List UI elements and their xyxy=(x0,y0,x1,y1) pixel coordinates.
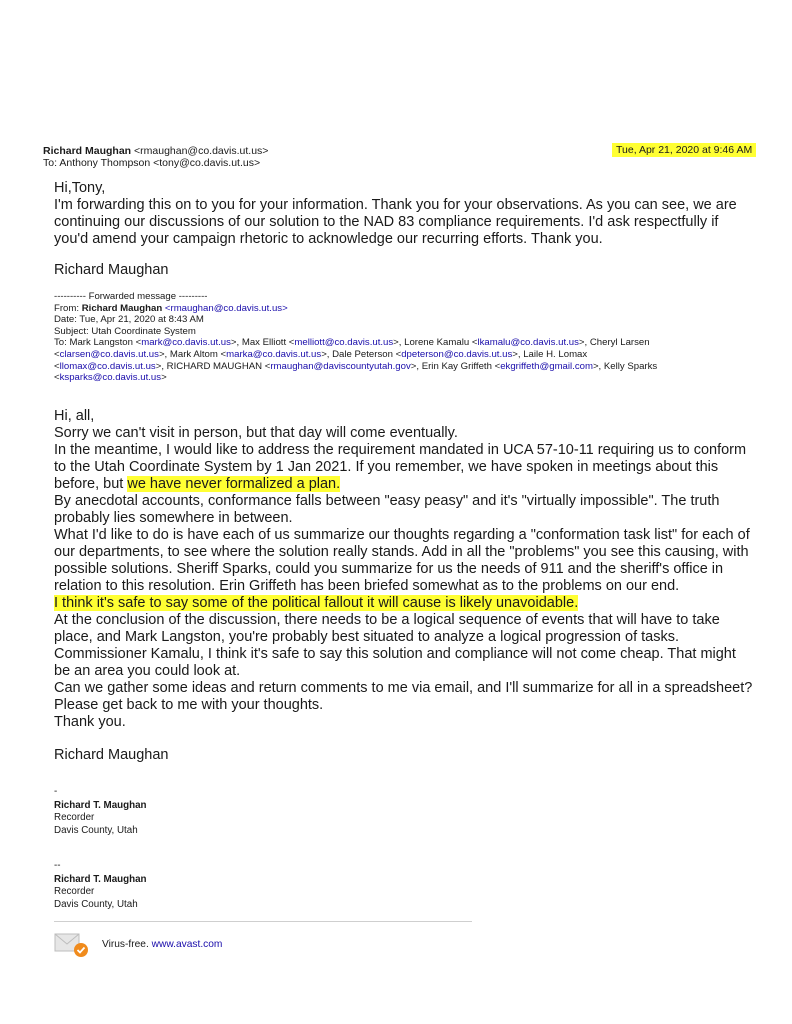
message-line: By anecdotal accounts, conformance falls between "easy peasy" and it's "virtually impossible". The truth xyxy=(54,493,720,509)
message-line: be an area you could look at. xyxy=(54,663,241,679)
signature-dash: - xyxy=(54,786,58,797)
footer-divider xyxy=(54,921,472,922)
message-line: Sorry we can't visit in person, but that day will come eventually. xyxy=(54,425,458,441)
message-line: In the meantime, I would like to address the requirement mandated in UCA 57-10-11 requiring us to conform xyxy=(54,442,747,458)
message-line: Thank you. xyxy=(54,714,126,730)
reply-line: continuing our discussions of our solution to the NAD 83 compliance requirements. I'd ask respectfully if xyxy=(54,214,719,230)
forwarded-marker: ---------- Forwarded message --------- xyxy=(54,291,208,302)
forwarded-date: Date: Tue, Apr 21, 2020 at 8:43 AM xyxy=(54,314,204,326)
virus-free-note: Virus-free. www.avast.com xyxy=(102,939,223,950)
signature-title: Recorder xyxy=(54,812,95,823)
message-line: At the conclusion of the discussion, there needs to be a logical sequence of events that will have to take xyxy=(54,612,720,628)
reply-signoff: Richard Maughan xyxy=(54,262,169,278)
message-line: our departments, to see where the solution really stands. Add in all the "problems" you see this causing, with xyxy=(54,544,749,560)
email-link[interactable]: rmaughan@daviscountyutah.gov xyxy=(270,360,411,372)
message-line: Commissioner Kamalu, I think it's safe to say this solution and compliance will not come cheap. That might xyxy=(54,646,736,662)
email-date: Tue, Apr 21, 2020 at 9:46 AM xyxy=(612,143,756,157)
email-link[interactable]: lkamalu@co.davis.ut.us xyxy=(477,337,579,349)
message-line: possible solutions. Sheriff Sparks, could you summarize for us the needs of 911 and the sheriff's office in xyxy=(54,561,724,577)
message-line: relation to this resolution. Erin Griffeth has been briefed somewhat as to the problems on our end. xyxy=(54,578,680,594)
email-to-line: To: Anthony Thompson <tony@co.davis.ut.us> xyxy=(43,157,261,169)
signature-org: Davis County, Utah xyxy=(54,899,138,910)
message-line: probably lies somewhere in between. xyxy=(54,510,293,526)
forwarded-to: To: Mark Langston <mark@co.davis.ut.us>, Max Elliott <melliott@co.davis.ut.us>, Lorene Kamalu <lkamalu@co.davis.ut.us>, Cheryl Larsen xyxy=(54,337,650,349)
reply-line: I'm forwarding this on to you for your information. Thank you for your observations. As you can see, we are xyxy=(54,197,737,213)
email-link[interactable]: clarsen@co.davis.ut.us xyxy=(59,348,159,360)
forwarded-to: <llomax@co.davis.ut.us>, RICHARD MAUGHAN <rmaughan@daviscountyutah.gov>, Erin Kay Griffeth <ekgriffeth@gmail.com>, Kelly Sparks xyxy=(54,360,658,372)
message-line: place, and Mark Langston, you're probably best situated to analyze a logical progression of tasks. xyxy=(54,629,680,645)
forwarded-subject: Subject: Utah Coordinate System xyxy=(54,325,196,337)
email-link[interactable]: llomax@co.davis.ut.us xyxy=(59,360,156,372)
forwarded-from-email[interactable]: <rmaughan@co.davis.ut.us> xyxy=(164,302,288,314)
forwarded-header xyxy=(54,291,734,384)
highlighted-text: we have never formalized a plan. xyxy=(127,476,341,492)
message-line: Can we gather some ideas and return comments to me via email, and I'll summarize for all in a spreadsheet? xyxy=(54,680,753,696)
message-line: What I'd like to do is have each of us summarize our thoughts regarding a "conformation task list" for each of xyxy=(54,527,750,543)
email-link[interactable]: marka@co.davis.ut.us xyxy=(226,348,322,360)
signature-dash: -- xyxy=(54,860,61,871)
reply-greeting: Hi,Tony, xyxy=(54,180,106,196)
email-link[interactable]: melliott@co.davis.ut.us xyxy=(294,337,394,349)
highlighted-text: I think it's safe to say some of the political fallout it will cause is likely unavoidable. xyxy=(54,595,579,611)
email-link[interactable]: ksparks@co.davis.ut.us xyxy=(59,372,162,384)
message-line: Hi, all, xyxy=(54,408,95,424)
avast-mail-icon[interactable] xyxy=(54,932,88,958)
forwarded-from: From: Richard Maughan <rmaughan@co.davis.ut.us> xyxy=(54,302,288,314)
message-signoff: Richard Maughan xyxy=(54,747,169,763)
email-link[interactable]: mark@co.davis.ut.us xyxy=(141,337,231,349)
signature-title: Recorder xyxy=(54,886,95,897)
signature-name: Richard T. Maughan xyxy=(54,800,147,811)
forwarded-to: <ksparks@co.davis.ut.us> xyxy=(54,372,167,384)
email-link[interactable]: ekgriffeth@gmail.com xyxy=(500,360,593,372)
sender-email[interactable]: <rmaughan@co.davis.ut.us> xyxy=(134,145,269,157)
signature-name: Richard T. Maughan xyxy=(54,874,147,885)
forwarded-to: <clarsen@co.davis.ut.us>, Mark Altom <marka@co.davis.ut.us>, Dale Peterson <dpeterson@co.davis.ut.us>, Laile H. Lomax xyxy=(54,348,588,360)
avast-link[interactable]: www.avast.com xyxy=(151,939,223,950)
reply-line: you'd amend your campaign rhetoric to acknowledge our recurring efforts. Thank you. xyxy=(54,231,603,247)
message-line: Please get back to me with your thoughts. xyxy=(54,697,324,713)
message-line xyxy=(54,595,754,612)
email-link[interactable]: dpeterson@co.davis.ut.us xyxy=(401,348,513,360)
sender-name: Richard Maughan xyxy=(43,145,132,157)
message-line: to the Utah Coordinate System by 1 Jan 2021. If you remember, we have spoken in meetings about this xyxy=(54,459,719,475)
message-line: before, but we have never formalized a plan. xyxy=(54,476,341,492)
signature-org: Davis County, Utah xyxy=(54,825,138,836)
